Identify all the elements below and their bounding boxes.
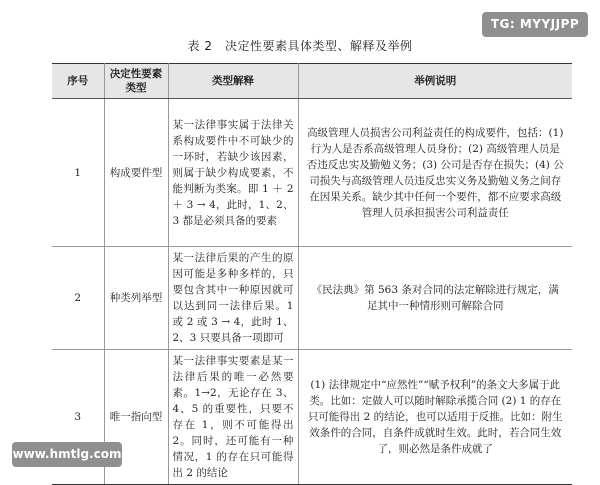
watermark-tag: TG: MYYJJPP: [482, 12, 588, 37]
table-row: [52, 350, 572, 485]
cell-type: 种类列举型: [104, 247, 168, 350]
table-row: [52, 247, 572, 350]
cell-type: 构成要件型: [104, 99, 168, 247]
cell-index: 3: [52, 350, 104, 485]
decisive-elements-table: [52, 63, 572, 485]
cell-example: (1) 法律规定中“应然性”“赋予权利”的条文大多属于此类。比如：定做人可以随时解除承揽合同 (2) 1 的存在只可能得出 2 的结论，也可以适用于反推。比如：附生效条件的合同，自条件成就时生效。此时，若合同生效了，则必然是条件成就了: [298, 350, 572, 485]
table-row: [52, 99, 572, 247]
table-header-row: [52, 64, 572, 99]
cell-type: 唯一指向型: [104, 350, 168, 485]
cell-explanation: 某一法律后果的产生的原因可能是多种多样的，只要包含其中一种原因就可以达到同一法律后果。1 或 2 或 3 → 4，此时 1、2、3 只要具备一项即可: [168, 247, 298, 350]
cell-explanation: 某一法律事实属于法律关系构成要件中不可缺少的一环时，若缺少该因素，则属于缺少构成要素，不能判断为类案。即 1 ＋ 2 ＋ 3 → 4，此时，1、2、3 都是必须具备的要素: [168, 99, 298, 247]
watermark-url: www.hmtlg.com: [12, 442, 122, 467]
header-example: 举例说明: [298, 64, 572, 99]
cell-example: 《民法典》第 563 条对合同的法定解除进行规定，满足其中一种情形则可解除合同: [298, 247, 572, 350]
cell-index: 1: [52, 99, 104, 247]
cell-index: 2: [52, 247, 104, 350]
header-index: 序号: [52, 64, 104, 99]
cell-explanation: 某一法律事实要素是某一法律后果的唯一必然要素。1→2，无论存在 3、4、5 的重要性，只要不存在 1，则不可能得出 2。同时，还可能有一种情况，1 的存在只可能得出 2 的结论: [168, 350, 298, 485]
header-type: 决定性要素类型: [104, 64, 168, 99]
header-explanation: 类型解释: [168, 64, 298, 99]
table-caption: 表 2 决定性要素具体类型、解释及举例: [187, 39, 413, 53]
cell-example: 高级管理人员损害公司利益责任的构成要件，包括：(1) 行为人是否系高级管理人员身份；(2) 高级管理人员是否违反忠实及勤勉义务；(3) 公司是否存在损失；(4) 公司损失与高级管理人员违反忠实义务及勤勉义务之间存在因果关系。缺少其中任何一个要件，都不应要求高级管理人员承担损害公司利益责任: [298, 99, 572, 247]
